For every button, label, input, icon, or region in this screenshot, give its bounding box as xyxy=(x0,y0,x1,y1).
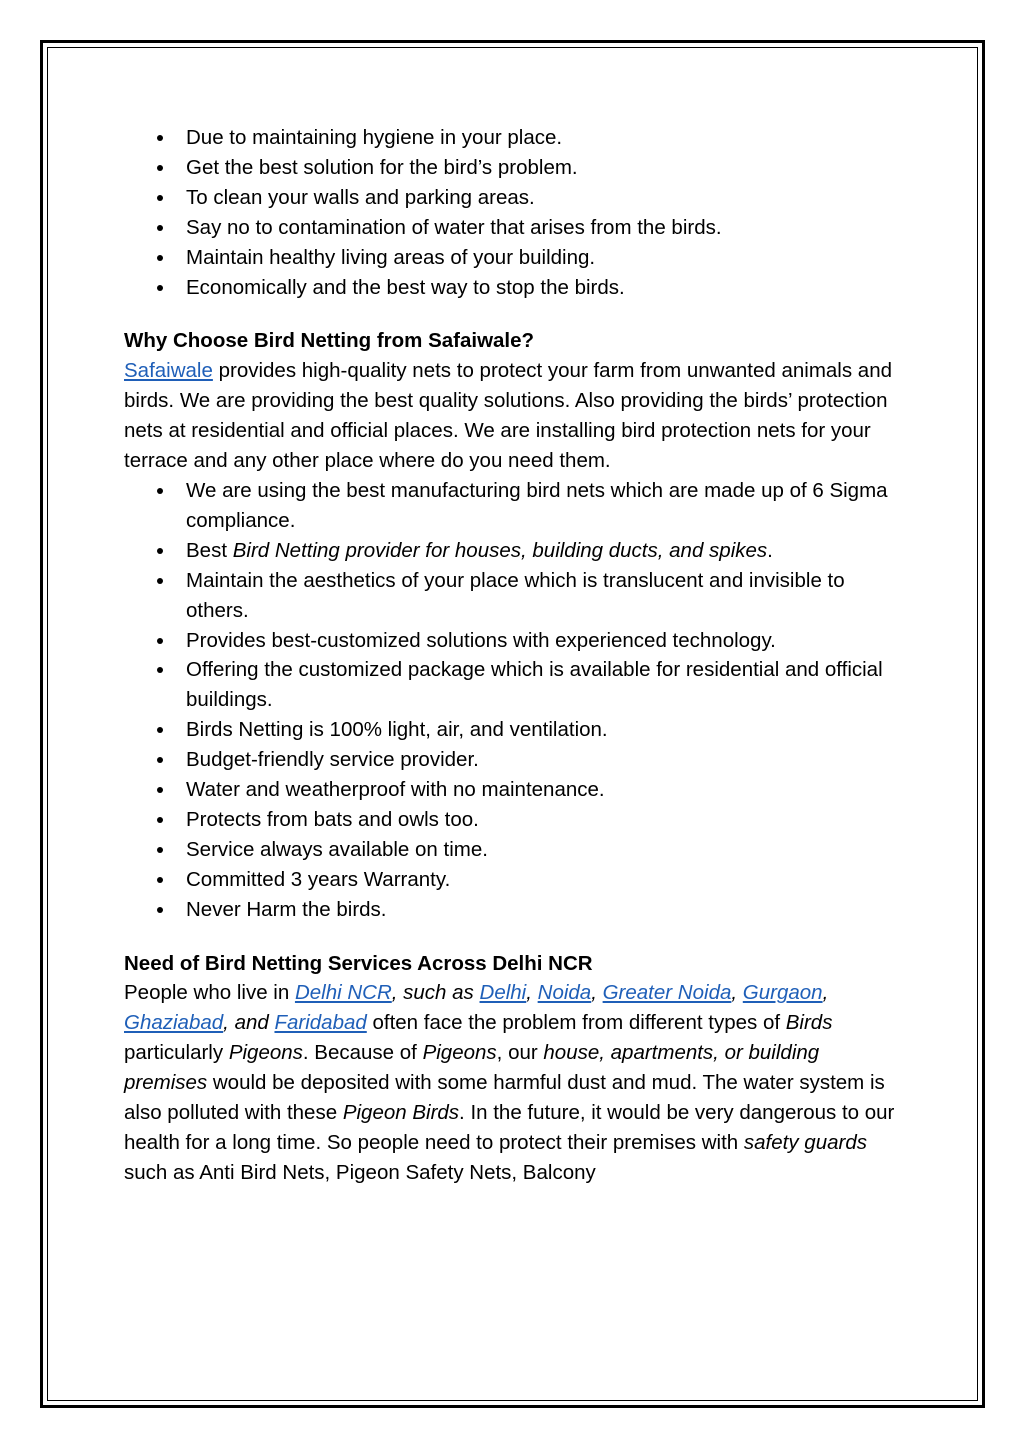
paragraph-emphasis: , xyxy=(822,981,829,1005)
list-item: Maintain the aesthetics of your place which is translucent and invisible to others. xyxy=(124,566,899,626)
list-item: Provides best-customized solutions with experienced technology. xyxy=(124,626,899,656)
delhi-link[interactable] xyxy=(480,981,527,1004)
noida-link[interactable] xyxy=(538,981,592,1004)
list-item: We are using the best manufacturing bird nets which are made up of 6 Sigma compliance. xyxy=(124,476,899,536)
section-heading-delhi-ncr: Need of Bird Netting Services Across Delhi NCR xyxy=(124,951,593,975)
list-item: Water and weatherproof with no maintenance. xyxy=(124,775,899,805)
list-item: Birds Netting is 100% light, air, and ventilation. xyxy=(124,715,899,745)
paragraph-emphasis: Pigeons xyxy=(422,1041,497,1065)
paragraph-text: People who live in xyxy=(124,981,295,1005)
faridabad-link-text: Faridabad xyxy=(274,1011,367,1035)
gurgaon-link[interactable] xyxy=(743,981,823,1004)
list-item: Get the best solution for the bird’s problem. xyxy=(124,153,899,183)
noida-link-text: Noida xyxy=(537,981,592,1005)
paragraph-text: such as Anti Bird Nets, Pigeon Safety Nets, Balcony xyxy=(124,1160,596,1184)
paragraph-emphasis: , xyxy=(526,981,538,1005)
benefits-list xyxy=(124,123,899,302)
ghaziabad-link[interactable] xyxy=(124,1011,223,1034)
paragraph-emphasis: Pigeons xyxy=(228,1041,303,1065)
list-item: Never Harm the birds. xyxy=(124,895,899,925)
list-item-text: . xyxy=(767,538,773,562)
list-item: Budget-friendly service provider. xyxy=(124,745,899,775)
delhi-link-text: Delhi xyxy=(479,981,527,1005)
section-heading-why-choose: Why Choose Bird Netting from Safaiwale? xyxy=(124,329,535,353)
paragraph-text: provides high-quality nets to protect your farm from unwanted animals and birds. We are providing the best quality solutions. Also providing the birds’ protection nets at residential and official places. We are installing bird protection nets for your terrace and any other place where do you need them. xyxy=(124,359,893,473)
paragraph-delhi-ncr xyxy=(124,978,899,1187)
paragraph-emphasis: , xyxy=(591,981,603,1005)
list-item: To clean your walls and parking areas. xyxy=(124,183,899,213)
paragraph-emphasis: , and xyxy=(223,1011,275,1035)
paragraph-text: . In the future, it would be very dangerous to our health for a long time. So people need to protect their premises with xyxy=(124,1101,895,1154)
list-item xyxy=(124,536,899,566)
features-list xyxy=(124,476,899,925)
paragraph-text: would be deposited with some harmful dust and mud. The water system is also polluted with these xyxy=(124,1071,885,1125)
paragraph-emphasis: Birds xyxy=(785,1011,833,1035)
list-item: Protects from bats and owls too. xyxy=(124,805,899,835)
document-body xyxy=(124,123,899,1188)
ghaziabad-link-text: Ghaziabad xyxy=(124,1011,224,1035)
paragraph-emphasis: Pigeon Birds xyxy=(342,1101,460,1125)
paragraph-emphasis: house, apartments, or building premises xyxy=(124,1041,820,1095)
list-item: Say no to contamination of water that arises from the birds. xyxy=(124,213,899,243)
paragraph-text: particularly xyxy=(124,1041,229,1065)
delhi-ncr-link-text: Delhi NCR xyxy=(294,981,392,1005)
list-item: Due to maintaining hygiene in your place. xyxy=(124,123,899,153)
list-item-emphasis: Bird Netting provider for houses, building ducts, and spikes xyxy=(232,538,768,562)
list-item: Maintain healthy living areas of your building. xyxy=(124,243,899,273)
list-item: Offering the customized package which is available for residential and official buildings. xyxy=(124,655,899,715)
list-item-text: Best xyxy=(186,538,233,562)
greater-noida-link[interactable] xyxy=(603,981,732,1004)
paragraph-safaiwale-intro xyxy=(124,356,899,476)
paragraph-emphasis: , xyxy=(731,981,743,1005)
list-item: Committed 3 years Warranty. xyxy=(124,865,899,895)
paragraph-text: . Because of xyxy=(302,1041,423,1065)
safaiwale-link[interactable]: Safaiwale xyxy=(124,359,213,383)
delhi-ncr-link[interactable] xyxy=(295,981,392,1004)
greater-noida-link-text: Greater Noida xyxy=(602,981,732,1005)
paragraph-text: , our xyxy=(496,1041,544,1065)
paragraph-text: often face the problem from different types of xyxy=(366,1011,786,1035)
faridabad-link[interactable] xyxy=(274,1011,366,1034)
gurgaon-link-text: Gurgaon xyxy=(742,981,823,1005)
list-item: Service always available on time. xyxy=(124,835,899,865)
paragraph-emphasis: , such as xyxy=(391,981,480,1005)
paragraph-emphasis: safety guards xyxy=(743,1131,867,1154)
list-item: Economically and the best way to stop the birds. xyxy=(124,273,899,303)
